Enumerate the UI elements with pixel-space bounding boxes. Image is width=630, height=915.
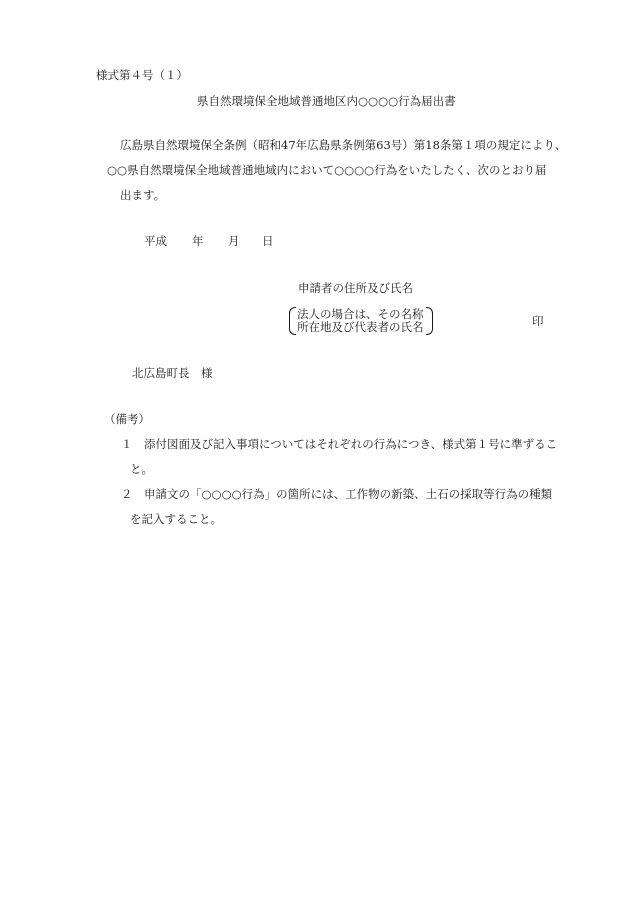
note-text-line: と。: [130, 462, 153, 476]
note-number: １: [121, 437, 133, 451]
form-number: 様式第４号（１）: [96, 68, 188, 82]
body-text-line: 広島県自然環境保全条例（昭和47年広島県条例第63号）第18条第１項の規定により、: [120, 138, 567, 152]
date-year-label: 年: [192, 234, 204, 248]
date-month-label: 月: [228, 234, 240, 248]
applicant-label: 申請者の住所及び氏名: [298, 281, 413, 295]
note-text-line: 申請文の「○○○○行為」の箇所には、工作物の新築、土石の採取等行為の種類: [144, 487, 553, 501]
document-title: 県自然環境保全地域普通地区内○○○○行為届出書: [197, 94, 456, 108]
body-text-line: ○○県自然環境保全地域普通地域内において○○○○行為をいたしたく、次のとおり届: [107, 163, 547, 177]
notes-heading: （備考）: [104, 412, 150, 426]
date-era: 平成: [144, 234, 167, 248]
date-day-label: 日: [262, 234, 274, 248]
seal-mark: 印: [532, 314, 544, 328]
body-text-line: 出ます。: [120, 188, 166, 202]
left-bracket: [289, 307, 296, 335]
note-number: ２: [121, 487, 133, 501]
addressee: 北広島町長 様: [132, 366, 213, 380]
right-bracket: [426, 307, 433, 335]
corporate-note-line: 法人の場合は、その名称: [297, 307, 424, 321]
note-text-line: 添付図面及び記入事項についてはそれぞれの行為につき、様式第１号に準ずるこ: [144, 437, 558, 451]
corporate-note-bracket: [289, 307, 439, 335]
note-text-line: を記入すること。: [130, 512, 222, 526]
corporate-note-line: 所在地及び代表者の氏名: [297, 320, 424, 334]
